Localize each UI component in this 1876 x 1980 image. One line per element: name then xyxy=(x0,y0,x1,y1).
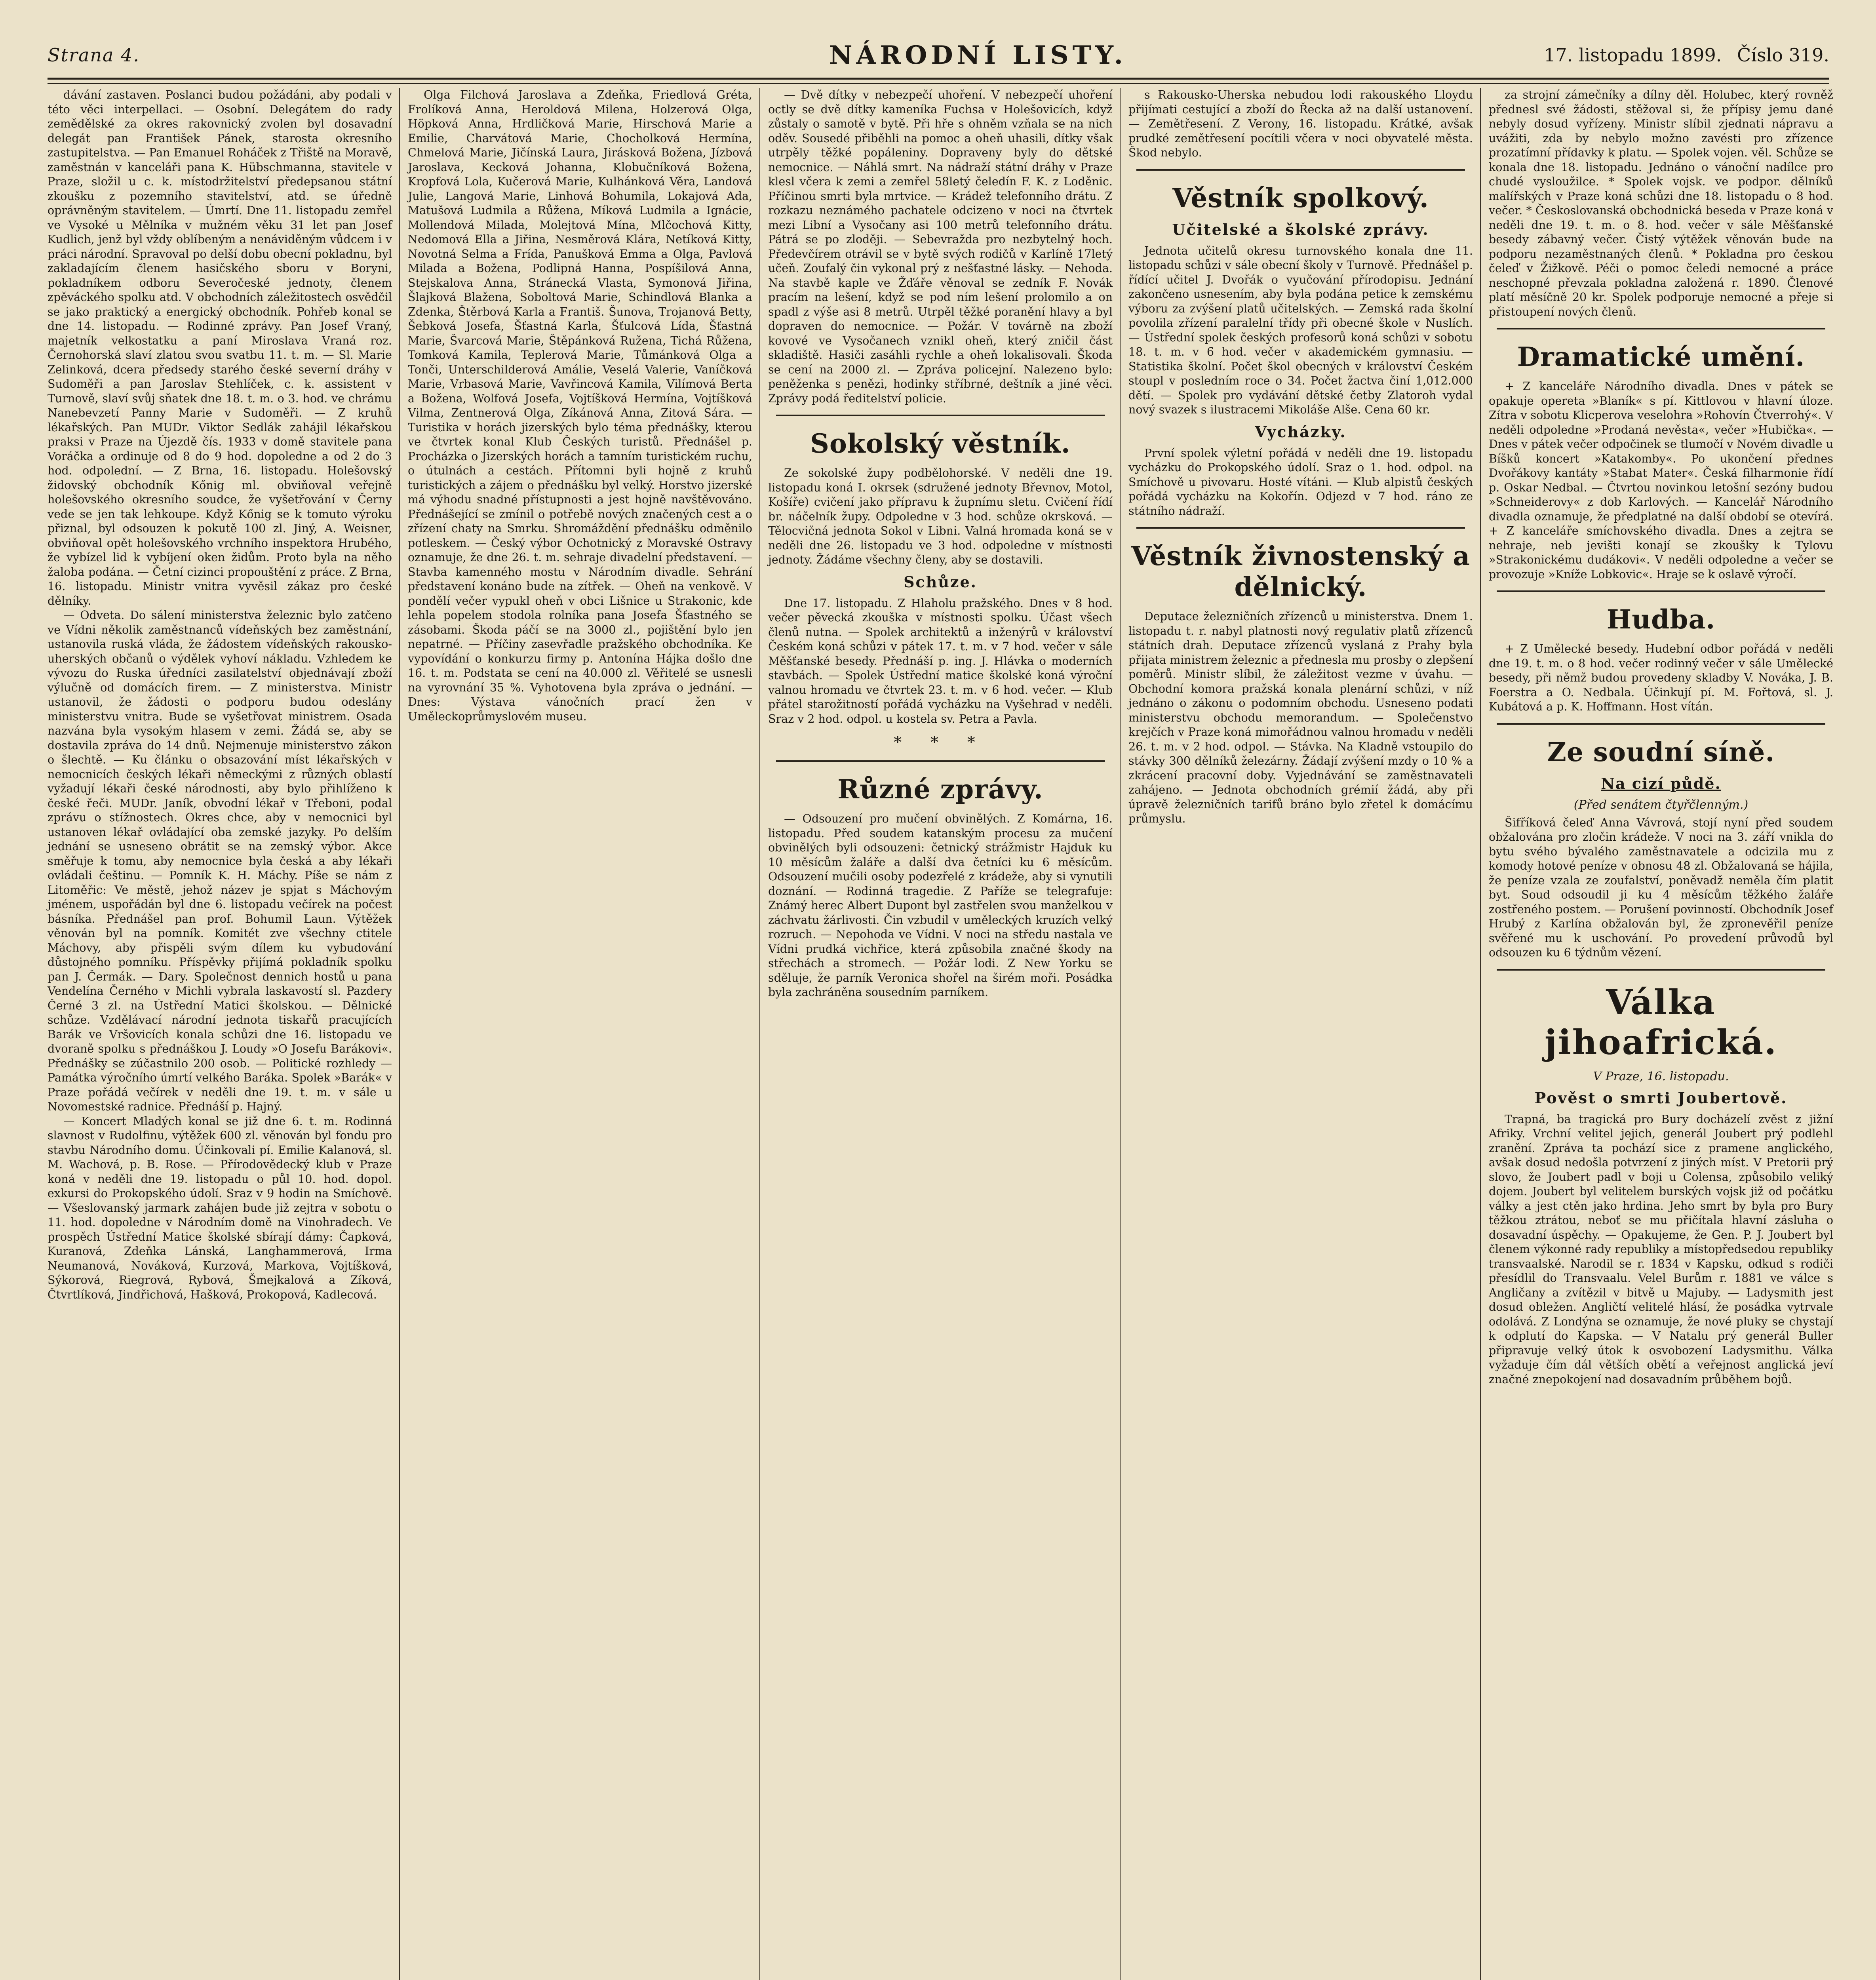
section-title-spolkovy: Věstník spolkový. xyxy=(1172,182,1429,213)
masthead xyxy=(48,40,1829,80)
article-text: První spolek výletní pořádá v neděli dne 19. listopadu vycházku do Prokopského údolí. Sraz o 1. hod. odpol. na Smíchově u pivovaru. Hosté vítáni. — Klub alpistů českých pořádá vycházku na Kokořín. Odjezd v 7 hod. ráno ze státního nádraží. xyxy=(1128,446,1477,518)
masthead-rule xyxy=(48,78,1829,80)
article-text: Jednota učitelů okresu turnovského konala dne 11. listopadu schůzi v sále obecní školy v Turnově. Přednášel p. řídící učitel J. Dvořák o vyučování přírodopisu. Jednání zakončeno usnesením, aby byla podána petice k zemskému výboru za zvýšení platů učitelských. — Zemská rada školní povolila zřízení paralelní třídy při obecné škole v Nuslích. — Ústřední spolek českých profesorů koná schůzi v sobotu 18. t. m. v 6 hod. večer v akademickém gymnasiu. — Statistika školní. Počet škol obecných v království Českém stoupl v posledním roce o 34. Počet žactva činí 1,012.000 dětí. — Spolek pro vydávání dětské četby Zlatoroh vydal nový svazek s ilustracemi Mikoláše Alše. Cena 60 kr. xyxy=(1128,244,1477,416)
subhead-joubert: Pověst o smrti Joubertově. xyxy=(1534,1089,1788,1107)
article-text: — Odsouzení pro mučení obvinělých. Z Komárna, 16. listopadu. Před soudem katanským procesu za mučení obvinělých byli odsouzeni: četnický strážmistr Hajduk ku 10 měsícům žaláře a další dva četníci ku 6 měsícům. Odsouzení mučili osoby podezřelé z krádeže, aby si vynutili doznání. — Rodinná tragedie. Z Paříže se telegrafuje: Známý herec Albert Dupont byl zastřelen svou manželkou v záchvatu žárlivosti. Čin vzbudil v uměleckých kruzích velký rozruch. — Nepohoda ve Vídni. V noci na středu nastala ve Vídni prudká vichřice, která způsobila značné škody na střechách a stromech. — Požár lodi. Z New Yorku se sděluje, že parník Veronica shořel na širém moři. Posádka byla zachráněna sousedním parníkem. xyxy=(768,812,1117,999)
section-title-dramaticke: Dramatické umění. xyxy=(1517,341,1805,372)
article-text: s Rakousko-Uherska nebudou lodi rakouského Lloydu přijímati cestující a zboží do Řecka až na další ustanovení. — Zemětřesení. Z Verony, 16. listopadu. Krátké, avšak prudké zemětřesení pocítili včera v noci obyvatelé města. Škod nebylo. xyxy=(1128,88,1477,159)
issue-number: Číslo 319. xyxy=(1737,44,1829,66)
issue-date: 17. listopadu 1899. xyxy=(1544,44,1722,66)
section-title-hudba: Hudba. xyxy=(1606,604,1716,635)
article-text: za strojní zámečníky a dílny děl. Holubec, který rovněž přednesl své žádosti, stěžoval si, že přípisy jemu dané nebyly dosud vyřízeny. Ministr slíbil zjednati nápravu a uvážiti, zda by nebylo možno zavésti pro zřízence prozatímní přídavky k platu. — Spolek vojen. věl. Schůze se konala dne 18. listopadu. Jednáno o vánoční nadílce pro chudé vysloužilce. * Spolek vojsk. ve podpor. dělníků malířských v Praze koná schůzi dne 18. listopadu o 8 hod. večer. * Českoslovanská obchodnická beseda v Praze koná v neděli dne 19. t. m. o 8. hod. večer v sále Měšťanské besedy zábavný večer. Čistý výtěžek věnován bude na podporu nezaměstnaných členů. * Pokladna pro českou čeleď v Žižkově. Péči o pomoc čeledi nemocné a práce neschopné převzala pokladna založená r. 1890. Členové platí měsíčně 20 kr. Spolek podporuje nemocné a přeje si přistoupení nových členů. xyxy=(1489,88,1837,318)
article-text: + Z Umělecké besedy. Hudební odbor pořádá v neděli dne 19. t. m. o 8 hod. večer rodinný večer v sále Umělecké besedy, při němž budou provedeny skladby V. Nováka, J. B. Foerstra a O. Nedbala. Účinkují pí. M. Fořtová, sl. J. Kubátová a p. K. Hoffmann. Host vítán. xyxy=(1489,642,1837,713)
page-number: Strana 4. xyxy=(48,44,140,66)
column-divider xyxy=(759,88,760,1980)
section-title-zivnostensky: Věstník živnostenský a dělnický. xyxy=(1131,541,1471,602)
section-divider xyxy=(776,760,1105,762)
date-issue xyxy=(1534,44,1829,66)
column-divider xyxy=(399,88,400,1980)
column-divider xyxy=(1480,88,1481,1980)
article-text: + Z kanceláře Národního divadla. Dnes v pátek se opakuje opereta »Blaník« s pí. Kittlovou v hlavní úloze. Zítra v sobotu Klicperova veselohra »Rohovín Čtverrohý«. V neděli odpoledne »Prodaná nevěsta«, večer »Hubička«. — Dnes v pátek večer odpočinek se tlumočí v Novém divadle u Bíšků koncert »Katakomby«. Po ukončení přednes Dvořákovy kantáty »Stabat Mater«. Česká filharmonie řídí p. Oskar Nedbal. — Čtvrtou novinkou letošní sezóny budou »Schneiderovy« z dob Karlových. — Kancelář Národního divadla oznamuje, že předplatné na další období se otevírá. + Z kanceláře smíchovského divadla. Dnes a zejtra se nehraje, neb jevišti konají se zkoušky k Tylovu »Strakonickému dudákovi«. V neděli odpoledne a večer se provozuje »Kníže Lobkovic«. Hraje se k oslavě výročí. xyxy=(1489,380,1837,581)
article-text: Deputace železničních zřízenců u ministerstva. Dnem 1. listopadu t. r. nabyl platnosti nový regulativ platů zřízenců státních drah. Deputace zřízenců vyslaná z Prahy byla přijata ministrem železnic a přednesla mu prosby o zlepšení poměrů. Ministr slíbil, že záležitost vezme v úvahu. — Obchodní komora pražská konala plenární schůzi, v níž jednáno o zákonu o podomním obchodu. Usneseno podati ministerstvu obchodu memorandum. — Společenstvo krejčích v Praze koná mimořádnou valnou hromadu v neděli 26. t. m. v 2 hod. odpol. — Stávka. Na Kladně vstoupilo do stávky 300 dělníků železárny. Žádají zvýšení mzdy o 10 % a zkrácení pracovní doby. Vyjednávání se zaměstnavateli zahájeno. — Jednota obchodních grémií žádá, aby při úpravě železničních tarifů bráno bylo zřetel k domácímu průmyslu. xyxy=(1128,610,1477,825)
article-text: — Dvě dítky v nebezpečí uhoření. V nebezpečí uhoření octly se dvě dítky kameníka Fuchsa v Holešovicích, když zůstaly o samotě v bytě. Při hře s ohněm vzňala se na nich oděv. Sousedé přiběhli na pomoc a oheň uhasili, dítky však utrpěly těžké popáleniny. Dopraveny byly do dětské nemocnice. — Náhlá smrt. Na nádraží státní dráhy v Praze klesl včera k zemi a zemřel 58letý čeledín F. K. z Loděnic. Příčinou smrti byla mrtvice. — Krádež telefonního drátu. Z rozkazu neznámého pachatele odcizeno v noci na čtvrtek mezi Libní a Vysočany asi 100 metrů telefonního drátu. Pátrá se po zloději. — Sebevražda pro nezbytelný hoch. Předevčírem otrávil se v bytě svých rodičů v Karlíně 17letý učeň. Zoufalý čin vykonal prý z nešťastné lásky. — Nehoda. Na stavbě kaple ve Žďáře věnoval se zedník F. Novák pracím na lešení, když se pod ním lešení prolomilo a on spadl z výše asi 8 metrů. Utrpěl těžké poranění hlavy a byl dopraven do nemocnice. — Požár. V továrně na zboží kovové ve Vysočanech vznikl oheň, který zničil část skladiště. Hasiči zasáhli rychle a oheň lokalisovali. Škoda se cení na 2000 zl. — Zpráva policejní. Nalezeno bylo: peněženka s penězi, hodinky stříbrné, deštník a jiné věci. Zprávy podá ředitelství policie. xyxy=(768,88,1117,405)
section-divider xyxy=(776,415,1105,416)
article-text: Dne 17. listopadu. Z Hlaholu pražského. Dnes v 8 hod. večer pěvecká zkouška v místnosti spolku. Účast všech členů nutna. — Spolek architektů a inženýrů v království Českém koná schůzi v pátek 17. t. m. v 7 hod. večer v sále Měšťanské besedy. Přednáší p. ing. J. Hlávka o moderních stavbách. — Spolek Ústřední matice školské koná výroční valnou hromadu ve čtvrtek 23. t. m. v 6 hod. večer. — Klub přátel starožitností pořádá vycházku na Vyšehrad v neděli. Sraz v 2 hod. odpol. u kostela sv. Petra a Pavla. xyxy=(768,596,1117,725)
article-text: — Koncert Mladých konal se již dne 6. t. m. Rodinná slavnost v Rudolfinu, výtěžek 600 zl. věnován byl fondu pro stavbu Národního domu. Účinkovali pí. Emilie Kalanová, sl. M. Wachová, p. B. Rose. — Přírodovědecký klub v Praze koná v neděli dne 19. listopadu o půl 10. hod. dopol. exkursi do Prokopského údolí. Sraz v 9 hodin na Smíchově. — Všeslovanský jarmark zahájen bude již zejtra v sobotu o 11. hod. dopoledne v Národním domě na Vinohradech. Ve prospěch Ústřední Matice školské sbírají dámy: Čapková, Kuranová, Zdeňka Lánská, Langhammerová, Irma Neumanová, Nováková, Kurzová, Markova, Vojtíšková, Sýkorová, Riegrová, Rybová, Šmejkalová a Zíková, Čtvrtlíková, Jindřichová, Hašková, Prokopová, Kadlecová. xyxy=(48,1114,396,1301)
section-title-soudni: Ze soudní síně. xyxy=(1547,736,1775,767)
section-divider xyxy=(1497,969,1825,971)
section-title-rozne: Různé zprávy. xyxy=(837,774,1043,805)
subhead-cizi-puda: Na cizí půdě. xyxy=(1601,774,1721,792)
column-4 xyxy=(1128,88,1477,1980)
ornament-dots: * * * xyxy=(894,733,987,752)
masthead-rule-thin xyxy=(48,83,1829,84)
column-3 xyxy=(768,88,1117,1980)
section-divider xyxy=(1497,723,1825,725)
section-title-valka: Válka jihoafrická. xyxy=(1545,982,1777,1062)
column-2 xyxy=(408,88,756,1980)
column-5 xyxy=(1489,88,1837,1980)
newspaper-title: NÁRODNÍ LISTY. xyxy=(829,40,1127,70)
subhead-schuze: Schůze. xyxy=(904,573,977,591)
section-title-sokol: Sokolský věstník. xyxy=(810,428,1071,459)
section-divider xyxy=(1136,527,1465,529)
column-1 xyxy=(48,88,396,1980)
section-divider xyxy=(1136,169,1465,171)
subhead-vychazky: Vycházky. xyxy=(1255,423,1347,441)
article-text: Olga Filchová Jaroslava a Zdeňka, Friedlová Gréta, Frolíková Anna, Heroldová Milena, Holzerová Olga, Höpková Anna, Hrdličková Marie, Hirschová Marie a Emilie, Charvátová Marie, Chocholková Hermína, Chmelová Marie, Jičínská Laura, Jirásková Božena, Jízbová Jaroslava, Kecková Johanna, Klobučníková Božena, Kropfová Lola, Kučerová Marie, Kulhánková Věra, Landová Julie, Langová Marie, Linhová Bohumila, Lokajová Ada, Matušová Ludmila a Růžena, Míková Ludmila a Ignácie, Mollendová Milada, Molejtová Mína, Mlčochová Kitty, Nedomová Ella a Jiřina, Nesměrová Klára, Netíková Kitty, Novotná Selma a Frída, Panušková Emma a Olga, Pavlová Milada a Božena, Podlipná Hanna, Pospíšilová Anna, Stejskalova Anna, Stránecká Vlasta, Symonová Jiřina, Šlajková Blažena, Soboltová Marie, Schindlová Blanka a Zdenka, Štěrbová Karla a Františ. Šunova, Trojanová Betty, Šebková Josefa, Šťastná Karla, Šťulcová Lída, Šťastná Marie, Švarcová Marie, Štěpánková Ružena, Tichá Růžena, Tomková Kamila, Teplerová Marie, Tůmánková Olga a Tonči, Unterschilderová Amálie, Veselá Valerie, Vaníčková Marie, Vrbasová Marie, Vavřincová Kamila, Vilímová Berta a Božena, Wolfová Josefa, Vojtíšková Hermína, Vojtíšková Vilma, Zentnerová Olga, Zíkánová Anna, Zitová Sára. — Turistika v horách jizerských bylo téma přednášky, kterou ve čtvrtek konal Klub Českých turistů. Přednášel p. Procházka o Jizerských horách a tamním turistickém ruchu, o útulnách a cestách. Přítomni byli hojně z kruhů turistických a zájem o přednášku byl velký. Horstvo jizerské má výhodu snadné přístupnosti a jest hojně navštěvováno. Přednášející se zmínil o potřebě nových značených cest a o zřízení chaty na Smrku. Shromáždění přednášku odměnilo potleskem. — Český výbor Ochotnický z Moravské Ostravy oznamuje, že dne 26. t. m. sehraje divadelní představení. — Stavba kamenného mostu v Národním divadle. Sehrání představení konáno bude na zítřek. — Oheň na venkově. V pondělí večer vypukl oheň v obci Lišnice u Strakonic, kde lehla popelem stodola rolníka pana Josefa Šťastného se zásobami. Škoda páčí se na 3000 zl., pojištění bylo jen nepatrné. — Příčiny zasevřadle pražského obchodníka. Ke vypovídání o konkurzu firmy p. Antonína Hájka došlo dne 16. t. m. Podstata se cení na 40.000 zl. Věřitelé se usnesli na vyrovnání 35 %. Vyhotovena byla zpráva o jednání. — Dnes: Výstava vánočních prací žen v Uměleckoprůmyslovém museu. xyxy=(408,88,756,723)
article-text: Šifříková čeleď Anna Vávrová, stojí nyní před soudem obžalována pro zločin krádeže. V noci na 3. září vnikla do bytu svého bývalého zaměstnavatele a odcizila mu z komody hotové peníze v obnosu 48 zl. Obžalovaná se hájila, že peníze vzala ze zoufalství, poněvadž neměla čím platit byt. Soud odsoudil ji ku 4 měsícům těžkého žaláře zostřeného postem. — Porušení povinností. Obchodník Josef Hrubý z Karlína obžalován byl, že zpronevěřil peníze svěřené mu k uschování. Po provedení průvodů byl odsouzen ku 6 týdnům vězení. xyxy=(1489,816,1837,959)
article-text: dávání zastaven. Poslanci budou požádáni, aby podali v této věci interpellaci. — Osobní. Delegátem do rady zemědělské za okres rakovnický zvolen byl dosavadní delegát pan František Pánek, starosta okresního zastupitelstva. — Pan Emanuel Roháček z Třiště na Moravě, zaměstnán v kanceláři pana K. Hübschmanna, stavitele v Praze, složil u c. k. místodržitelství předepsanou státní zkoušku z pozemního stavitelství, atd. se úředně oprávněným stavitelem. — Úmrtí. Dne 11. listopadu zemřel ve Vysoké u Mělníka v mužném věku 31 let pan Josef Kudlich, jenž byl vždy oblíbeným a nenáviděným vůdcem i v práci národní. Spravoval po delší dobu obecní pokladnu, byl zakladajícím členem hasičského sboru v Boryni, pokladníkem odboru Severočeské jednoty, členem zpěváckého spolku atd. V obchodních záležitostech osvědčil se jako praktický a energický obchodník. Pohřeb konal se dne 14. listopadu. — Rodinné zprávy. Pan Josef Vraný, majetník velkostatku a paní Miroslava Vraná roz. Černohorská slaví zlatou svou svatbu 11. t. m. — Sl. Marie Zelinková, dcera předsedy starého české severní dráhy v Sudoměři a pan Jaroslav Stehlíček, c. k. assistent v Turnově, slaví svůj sňatek dne 18. t. m. o 3. hod. ve chrámu Nanebevzetí Panny Marie v Sudoměři. — Z kruhů lékařských. Pan MUDr. Viktor Sedlák zahájil lékařskou praksi v Praze na Újezdě čís. 1933 v domě stavitele pana Voráčka a ordinuje od 8 do 9 hod. dopoledne a od 2 do 3 hod. odpolední. — Z Brna, 16. listopadu. Holešovský židovský obchodník Kőnig ml. obviňoval veřejně holešovského okresního soudce, že vyšetřování v Černy vede se jen tak lehkoupe. Když Kőnig se k tomuto výroku přiznal, byl odsouzen k pokutě 100 zl. Jiný, A. Weisner, obviňoval opět holešovského vrchního inspektora Hrubého, že vybízel lid k vybíjení oken židům. Proto byla na něho žaloba podána. — Četní cizinci propouštění z práce. Z Brna, 16. listopadu. Ministr vnitra vyvěsil zákaz pro české dělníky. xyxy=(48,88,396,607)
section-divider xyxy=(1497,328,1825,329)
senate-note: (Před senátem čtyřčlenným.) xyxy=(1573,798,1749,812)
subhead-skolske: Učitelské a školské zprávy. xyxy=(1172,220,1429,238)
section-divider xyxy=(1497,590,1825,592)
article-text: — Odveta. Do sálení ministerstva železnic bylo zatčeno ve Vídni několik zaměstnanců vídeňských bez zaměstnání, ustanovila ruská vláda, že žádostem vídeňských rakousko-uherských občanů o výdělek vyhoví nákladu. Vzhledem ke vývozu do Ruska úředníci zasilatelství objednávají zboží výlučně od domácích firem. — Z ministerstva. Ministr ustanovil, že žádosti o podporu budou odeslány ministerstvu vnitra. Bude se vyšetřovat ministrem. Osada nazvána byla vysokým hlasem v zemi. Žádá se, aby se dostavila zpráva do 14 dnů. Nejmenuje ministerstvo zákon o šlechtě. — Ku článku o obsazování míst lékařských v nemocnicích českých lékaři německými z různých oblastí vyžadují lékaři české národnosti, aby bylo přihlíženo k české řeči. MUDr. Janík, obvodní lékař v Třeboni, podal zprávu o stížnostech. Okres chce, aby v nemocnici byl ustanoven lékař ovládající oba zemské jazyky. Po delším jednání se usneseno obrátit se na zemský výbor. Akce směřuje k tomu, aby nemocnice byla česká a aby lékaři ovládali češtinu. — Pomník K. H. Máchy. Píše se nám z Litoměřic: Ve městě, jehož název je spjat s Máchovým jménem, uspořádán byl dne 6. listopadu večírek na počest básníka. Přednášel pan prof. Bohumil Laun. Výtěžek věnován byl na pomník. Komitét zve všechny ctitele Máchovy, aby přispěli svým dílem ku vybudování důstojného pomníku. Příspěvky přijímá pokladník spolku pan J. Čermák. — Dary. Společnost dennich hostů u pana Vendelína Černého v Michli vybrala laskavostí sl. Pazdery Černé 3 zl. na Ústřední Matici školskou. — Dělnické schůze. Vzdělávací národní jednota tiskařů pracujících Barák ve Vršovicích konala schůzi dne 16. listopadu ve dvoraně spolku s přednáškou J. Loudy »O Josefu Barákovi«. Přednášky se zúčastnilo 200 osob. — Politické rozhledy — Památka výročního úmrtí velkého Baráka. Spolek »Barák« v Praze pořádá večírek v neděli dne 19. t. m. v sále u Novomestské radnice. Přednáší p. Hajný. xyxy=(48,609,396,1113)
dateline: V Praze, 16. listopadu. xyxy=(1593,1069,1729,1083)
column-divider xyxy=(1120,88,1121,1980)
article-text: Ze sokolské župy podbělohorské. V neděli dne 19. listopadu koná I. okrsek (sdružené jednoty Břevnov, Motol, Košíře) cvičení jako přípravu k župnímu sletu. Cvičení řídí br. náčelník župy. Odpoledne v 3 hod. schůze okrsková. — Tělocvičná jednota Sokol v Libni. Valná hromada koná se v neděli dne 26. listopadu ve 3 hod. odpoledne v místnosti jednoty. Žádáme všechny členy, aby se dostavili. xyxy=(768,466,1117,566)
article-text: Trapná, ba tragická pro Bury docházelí zvěst z jižní Afriky. Vrchní velitel jejich, generál Joubert prý podlehl zranění. Zpráva ta pochází sice z pramene anglického, avšak dosud nedošla potvrzení z jiných míst. V Pretorii prý slovo, že Joubert padl v boji u Colensa, způsobilo veliký dojem. Joubert byl velitelem burských vojsk již od počátku války a jest ctěn jako hrdina. Jeho smrt by byla pro Bury těžkou ztrátou, neboť se mu přičítala hlavní zásluha o dosavadní úspěchy. — Opakujeme, že Gen. P. J. Joubert byl členem výkonné rady republiky a místopředsedou republiky transvaalské. Narodil se r. 1834 v Kapsku, odkud s rodiči přesídlil do Transvaalu. Velel Burům r. 1881 ve válce s Angličany a zvítězil v bitvě u Majuby. — Ladysmith jest dosud obležen. Angličtí velitelé hlásí, že posádka vytrvale odolává. Z Londýna se oznamuje, že nové pluky se chystají k odplutí do Kapska. — V Natalu prý generál Buller připravuje velký útok k osvobození Ladysmithu. Válka vyžaduje čím dál větších obětí a veřejnost anglická jeví značné znepokojení nad dosavadním průběhem bojů. xyxy=(1489,1112,1837,1386)
